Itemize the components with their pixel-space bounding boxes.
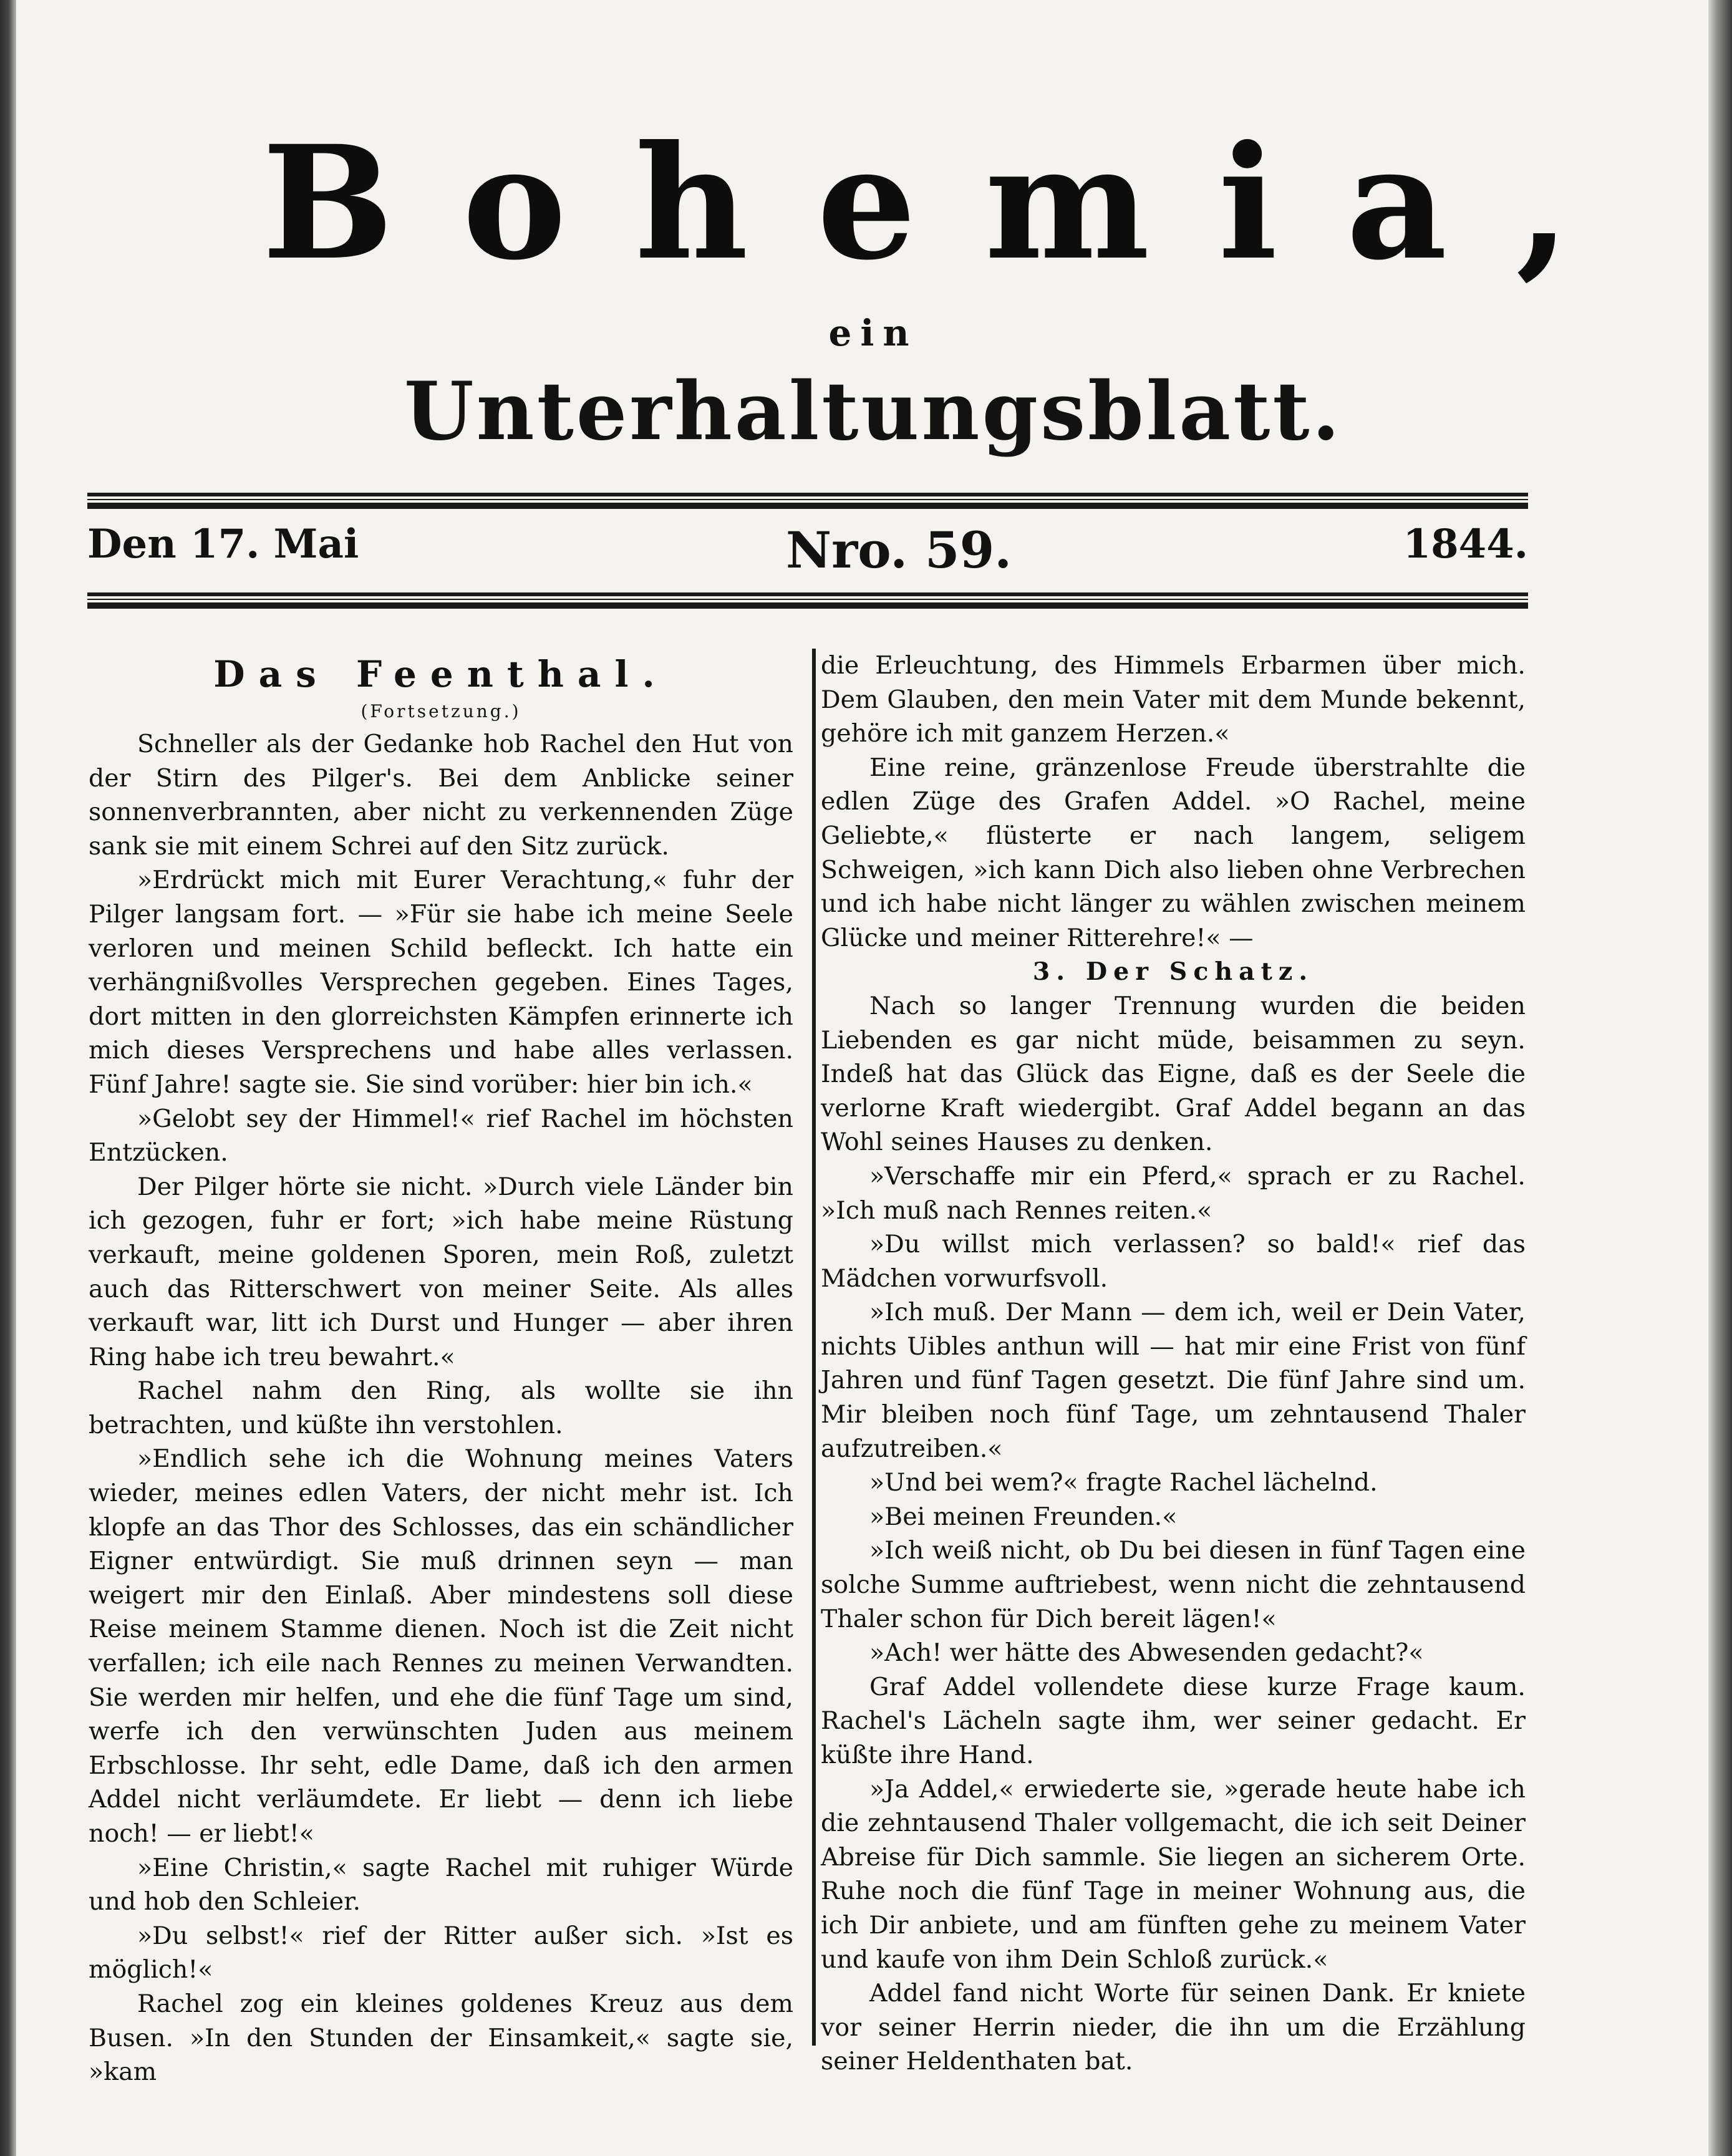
column-left: [89, 649, 793, 2089]
paragraph: »Ja Addel,« erwiederte sie, »gerade heute habe ich die zehntausend Thaler vollgemacht, die ich seit Deiner Abreise für Dich sammle. Sie liegen an sicherem Orte. Ruhe noch die fünf Tage in meiner Wohnung aus, die ich Dir anbiete, und am fünften gehe zu meinem Vater und kaufe von ihm Dein Schloß zurück.«: [821, 1774, 1526, 1974]
dateline: [87, 521, 1528, 583]
paragraph: »Ach! wer hätte des Abwesenden gedacht?«: [869, 1638, 1424, 1668]
header-rule-bottom: [87, 592, 1528, 609]
page-binding-edge-left: [0, 0, 16, 2156]
paragraph: »Und bei wem?« fragte Rachel lächelnd.: [869, 1468, 1378, 1497]
paragraph: »Gelobt sey der Himmel!« rief Rachel im höchsten Entzücken.: [89, 1104, 793, 1167]
paragraph: »Ich muß. Der Mann — dem ich, weil er Dein Vater, nichts Uibles anthun will — hat mir eine Frist von fünf Jahren und fünf Tagen gesetzt. Die fünf Jahre sind um. Mir bleiben noch fünf Tage, um zehntausend Thaler aufzutreiben.«: [821, 1298, 1526, 1463]
paragraph: »Endlich sehe ich die Wohnung meines Vaters wieder, meines edlen Vaters, der nicht mehr ist. Ich klopfe an das Thor des Schlosses, das ein schändlicher Eigner entwürdigt. Sie muß drinnen seyn — man weigert mir den Einlaß. Aber mindestens soll diese Reise meinem Stamme dienen. Noch ist die Zeit nicht verfallen; ich eile nach Rennes zu meinen Verwandten. Sie werden mir helfen, und ehe die fünf Tage um sind, werfe ich den verwünschten Juden aus meinem Erbschlosse. Ihr seht, edle Dame, daß ich den armen Addel nicht verläumdete. Er liebt — denn ich liebe noch! — er liebt!«: [89, 1444, 793, 1848]
paragraph: Graf Addel vollendete diese kurze Frage kaum. Rachel's Lächeln sagte ihm, wer seiner gedacht. Er küßte ihre Hand.: [821, 1672, 1526, 1769]
paragraph: Rachel zog ein kleines goldenes Kreuz aus dem Busen. »In den Stunden der Einsamkeit,« sagte sie, »kam: [89, 1989, 793, 2087]
paragraph: Eine reine, gränzenlose Freude überstrahlte die edlen Züge des Grafen Addel. »O Rachel, meine Geliebte,« flüsterte er nach langem, seligem Schweigen, »ich kann Dich also lieben ohne Verbrechen und ich habe nicht länger zu wählen zwischen meinem Glücke und meiner Ritterehre!« —: [821, 753, 1526, 952]
column-divider: [812, 649, 816, 2046]
paragraph: Der Pilger hörte sie nicht. »Durch viele Länder bin ich gezogen, fuhr er fort; »ich habe meine Rüstung verkauft, meine goldenen Sporen, mein Roß, zuletzt auch das Ritterschwert von meiner Seite. Als alles verkauft war, litt ich Durst und Hunger — aber ihren Ring habe ich treu bewahrt.«: [89, 1172, 793, 1371]
paragraph: »Eine Christin,« sagte Rachel mit ruhiger Würde und hob den Schleier.: [89, 1853, 793, 1917]
newspaper-title: Bohemia,: [262, 111, 1639, 294]
page-binding-edge-right: [1708, 0, 1732, 2156]
newspaper-subtitle: Unterhaltungsblatt.: [404, 365, 1342, 458]
paragraph: »Erdrückt mich mit Eurer Verachtung,« fuhr der Pilger langsam fort. — »Für sie habe ich meine Seele verloren und meinen Schild befleckt. Ich hatte ein verhängnißvolles Versprechen gegeben. Eines Tages, dort mitten in den glorreichsten Kämpfen erinnerte ich mich dieses Versprechens und habe alles verlassen. Fünf Jahre! sagte sie. Sie sind vorüber: hier bin ich.«: [89, 866, 793, 1099]
column-right: [821, 649, 1526, 2079]
header-rule-top: [87, 493, 1528, 509]
paragraph: Rachel nahm den Ring, als wollte sie ihn betrachten, und küßte ihn verstohlen.: [89, 1376, 793, 1439]
section-heading: 3. Der Schatz.: [1032, 957, 1314, 987]
paragraph: »Ich weiß nicht, ob Du bei diesen in fünf Tagen eine solche Summe auftriebest, wenn nicht die zehntausend Thaler schon für Dich bereit lägen!«: [821, 1536, 1526, 1633]
continuation-note: (Fortsetzung.): [360, 701, 521, 722]
paragraph: »Du willst mich verlassen? so bald!« rief das Mädchen vorwurfsvoll.: [821, 1230, 1526, 1293]
issue-date: Den 17. Mai: [87, 521, 359, 568]
paragraph: Nach so langer Trennung wurden die beiden Liebenden es gar nicht müde, beisammen zu seyn. Indeß hat das Glück das Eigne, daß es der Seele die verlorne Kraft wiedergibt. Graf Addel begann an das Wohl seines Hauses zu denken.: [821, 991, 1526, 1157]
issue-year: 1844.: [1403, 521, 1528, 568]
paragraph: »Verschaffe mir ein Pferd,« sprach er zu Rachel. »Ich muß nach Rennes reiten.«: [821, 1161, 1526, 1225]
paragraph-continued: die Erleuchtung, des Himmels Erbarmen über mich. Dem Glauben, den mein Vater mit dem Munde bekennt, gehöre ich mit ganzem Herzen.«: [821, 651, 1526, 748]
paragraph: »Bei meinen Freunden.«: [869, 1502, 1178, 1531]
article-title: Das Feenthal.: [213, 653, 669, 695]
newspaper-subtitle-article: ein: [828, 312, 918, 354]
paragraph: Schneller als der Gedanke hob Rachel den Hut von der Stirn des Pilger's. Bei dem Anblicke seiner sonnenverbrannten, aber nicht zu verkennenden Züge sank sie mit einem Schrei auf den Sitz zurück.: [89, 730, 793, 861]
paragraph: Addel fand nicht Worte für seinen Dank. Er kniete vor seiner Herrin nieder, die ihn um die Erzählung seiner Heldenthaten bat.: [821, 1979, 1526, 2076]
issue-number: Nro. 59.: [786, 521, 1012, 579]
paragraph: »Du selbst!« rief der Ritter außer sich. »Ist es möglich!«: [89, 1921, 793, 1984]
